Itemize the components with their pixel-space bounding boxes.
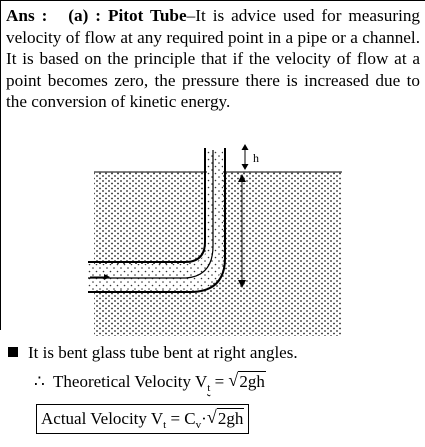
answer-text: –It is advice used for measuring velocity of flow at any required point in a pipe or a channel. It is based on the principle that if the velocity of flow at a point becomes zero, the pressure there is increased due to the conversion of kinetic energy.	[6, 6, 421, 112]
therefore-symbol: ∴	[34, 372, 45, 391]
actual-label: Actual Velocity V	[41, 409, 164, 428]
pitot-tube-diagram	[0, 124, 425, 336]
theoretical-radicand: 2gh	[239, 372, 265, 391]
theoretical-label: Theoretical Velocity V	[53, 372, 208, 391]
answer-paragraph	[6, 5, 420, 113]
theoretical-equals: =	[210, 372, 229, 391]
h-label: h	[253, 151, 259, 165]
option-label: (a) :	[68, 6, 102, 25]
sqrt-2gh: √ 2gh	[228, 370, 265, 391]
actual-velocity-box	[36, 404, 249, 434]
theoretical-velocity-equation	[34, 371, 266, 399]
bullet-square-icon	[8, 347, 18, 357]
bullet-text: It is bent glass tube bent at right angles.	[28, 343, 298, 362]
actual-sqrt-2gh: √ 2gh	[206, 407, 244, 428]
pitot-tube-term: Pitot Tube	[108, 6, 187, 25]
actual-equals: = C	[166, 409, 196, 428]
theoretical-subscript: t	[207, 382, 211, 394]
actual-subscript: t	[163, 419, 167, 431]
actual-dot: ·	[201, 409, 207, 428]
ans-label: Ans :	[6, 6, 48, 25]
actual-radicand: 2gh	[217, 409, 244, 428]
bullet-statement	[8, 343, 298, 363]
cv-subscript: v	[195, 419, 202, 431]
